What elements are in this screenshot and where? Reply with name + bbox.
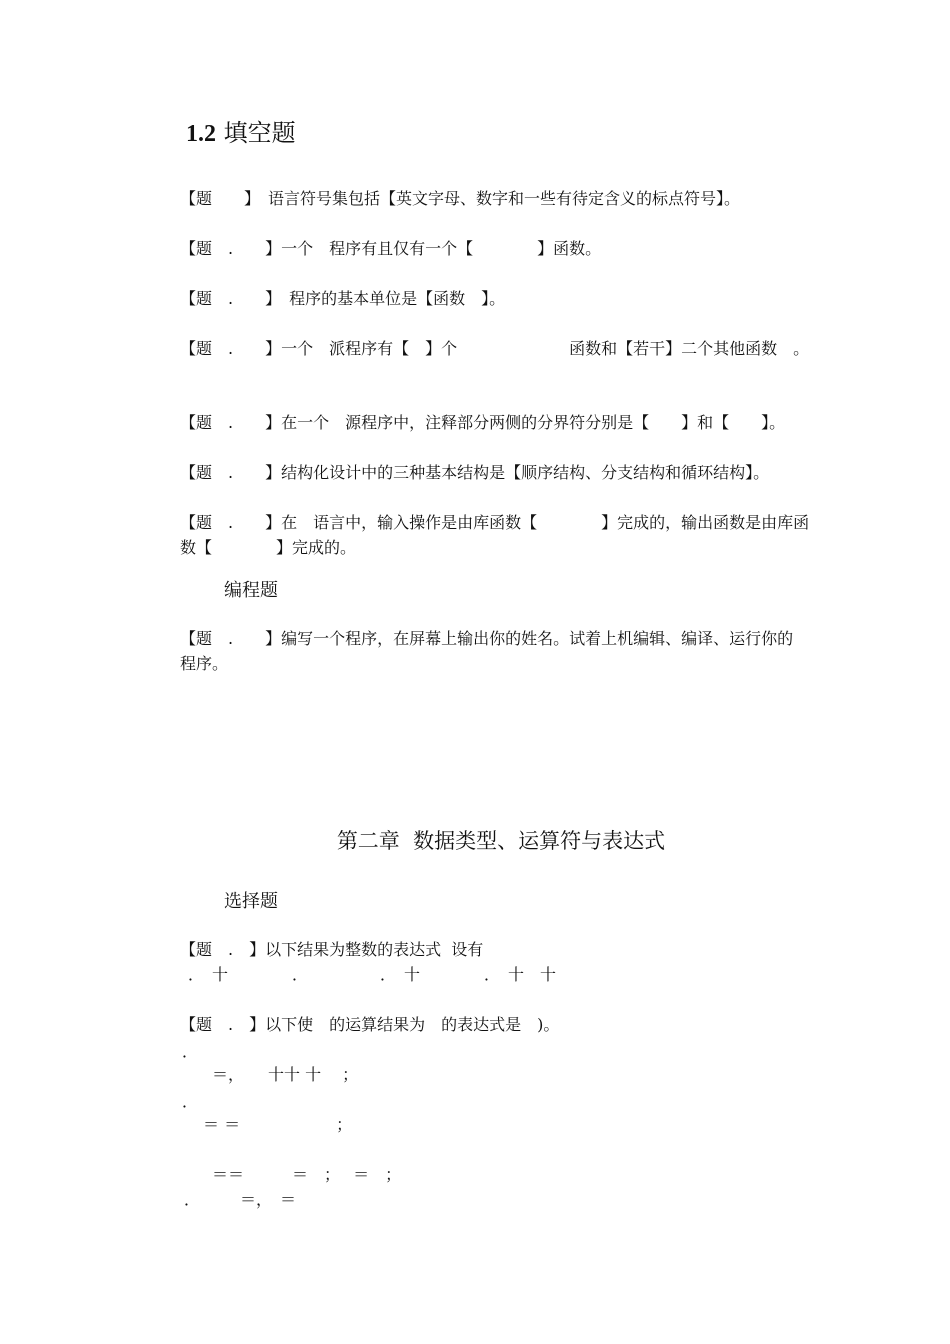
question-line: 【题 . 】一个 派程序有【 】个 函数和【若干】二个其他函数 。 bbox=[180, 339, 810, 358]
question-line: 【题 . 】结构化设计中的三种基本结构是【顺序结构、分支结构和循环结构】。 bbox=[180, 463, 770, 482]
programming-heading: 编程题 bbox=[224, 580, 278, 601]
choice-heading: 选择题 bbox=[224, 891, 278, 912]
question-options: ． 十 ． ． 十 ． 十 十 bbox=[188, 965, 557, 984]
section-number: 1.2 bbox=[186, 121, 216, 147]
option-line: ． bbox=[182, 1092, 199, 1111]
question-line: 【题 . 】以下结果为整数的表达式 设有 bbox=[180, 940, 484, 959]
chapter-title: 第二章 数据类型、运算符与表达式 bbox=[336, 829, 666, 853]
option-line: ＝， 十十 十 ； bbox=[212, 1065, 359, 1084]
question-line-continued: 程序。 bbox=[180, 654, 229, 673]
section-heading bbox=[186, 118, 296, 149]
section-title: 填空题 bbox=[223, 119, 296, 147]
question-line: 【题 . 】 程序的基本单位是【函数 】。 bbox=[180, 289, 506, 308]
option-line: ＝ ＝ ； bbox=[203, 1115, 353, 1134]
question-line: 【题 . 】编写一个程序，在屏幕上输出你的姓名。试着上机编辑、编译、运行你的 bbox=[180, 629, 794, 648]
question-line: 【题 . 】在 语言中，输入操作是由库函数【 】完成的，输出函数是由库函 bbox=[180, 513, 810, 532]
option-line: ＝＝ ＝ ； ＝ ； bbox=[212, 1165, 402, 1184]
question-line: 【题 . 】以下使 的运算结果为 的表达式是 )。 bbox=[180, 1015, 560, 1034]
question-line: 【题 】 语言符号集包括【英文字母、数字和一些有待定含义的标点符号】。 bbox=[180, 189, 741, 208]
option-line: ． ＝， ＝ bbox=[184, 1190, 297, 1209]
option-line: ． bbox=[182, 1042, 199, 1061]
question-line: 【题 . 】一个 程序有且仅有一个【 】函数。 bbox=[180, 239, 602, 258]
question-line-continued: 数【 】完成的。 bbox=[180, 538, 357, 557]
question-line: 【题 . 】在一个 源程序中，注释部分两侧的分界符分别是【 】和【 】。 bbox=[180, 413, 786, 432]
